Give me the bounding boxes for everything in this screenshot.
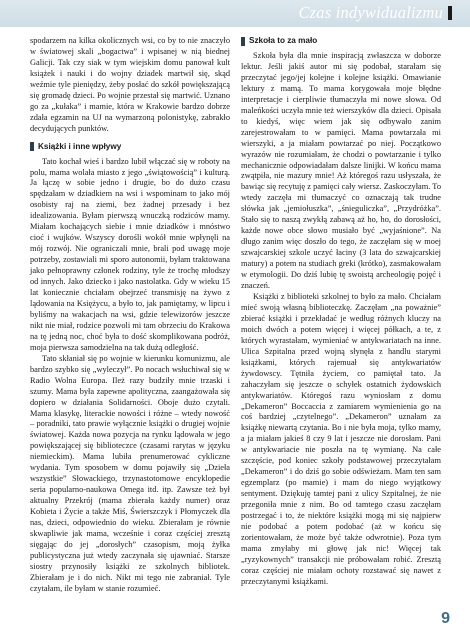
section-marker-icon xyxy=(241,37,245,46)
running-header xyxy=(298,3,452,23)
right-column xyxy=(241,36,441,588)
section-marker-icon xyxy=(30,142,34,151)
intro-paragraph: spodarzem na kilka okolicznych wsi, co by to nie znaczyło w światowej skali „bogactwa” i wpisanej w nią biednej Galicji. Tak czy siak w tym wiejskim domu panował kult książek i nauki i do wojny dziadek martwił się, skąd weźmie tyle pieniędzy, żeby posłać do szkół powiększającą się gromadę dzieci. Po wojnie przestał się martwić. Uznano go za „kułaka” i mamie, która w Krakowie bardzo dobrze zdała egzamin na UJ na wymarzoną polonistykę, zabrakło decydujących punktów. xyxy=(30,36,230,133)
page-number: 9 xyxy=(441,610,450,627)
section-heading-label: Książki i inne wpływy xyxy=(38,141,122,151)
body-paragraph: Książki z biblioteki szkolnej to było za mało. Chciałam mieć swoją własną biblioteczkę. Zaczęłam „na poważnie” zbierać książki i przekładać je według różnych kluczy na moich dwóch a potem więcej i więcej półkach, a te, z których wyrastałam, wymieniać w antykwariatach na inne. Ulica Szpitalna przed wojną słynęła z handlu starymi książkami, których rajemuał się antykwariatów żywdowscy. Tętniła życiem, co pamiętał tato. Ja zahaczyłam się jeszcze o schyłek ostatnich żydowskich antykwariatów. Któregoś razu wyniosłam z domu „Dekameron” Boccaccia z zamiarem wymienienia go na coś bardziej „czytelnego”. „Dekameron” uznałam za książkę niewartą czytania. Bo i nie była moja, tylko mamy, a ja miałam jakieś 8 czy 9 lat i jeszcze nie dorosłam. Pani w antykwariacie nie poszła na tę wymianę. Na całe szczęście, pod koniec szkoły podstawowej przeczytałam „Dekameron” i do dziś go sobie odświeżam. Mam ten sam egzemplarz (po mamie) i mam do niego wyjątkowy sentyment. Dziękuję tamtej pani z ulicy Szpitalnej, że nie przegoniła mnie z nim. Bo od tamtego czasu zaczęłam postrzegać i to, że niektóre książki mogą mi się najpierw nie podobać a potem podobać (aż w końcu się zorientowałam, że może być także odwrotnie). Poza tym mama zmyłaby mi głowę jak nic! Więcej tak „ryzykownych” transakcji nie próbowałam robić. Zresztą coraz częściej nie miałam ochoty rozstawać się nawet z przeczytanymi książkami. xyxy=(241,291,441,586)
header-marker-icon xyxy=(448,6,452,20)
body-paragraph: Tato kochał wieś i bardzo lubił włączać się w roboty na polu, mama wolała miasto z jego „świątowością” i kulturą. Ja łączę w sobie jedno i drugie, bo do dużo czasu spędzałam w dziadkiem na wsi i wspominam to jako mój osobisty raj na ziemi, bez żadnej przesady i bez idealizowania. Byłam pierwszą wnuczką rodziców mamy. Miałam kochających siebie i mnie dziadków i mnóstwo cioć i wujków. Wszyscy dorośli wokół mnie wpłynęli na mój rozwój. Nie ograniczali mnie, brali pod uwagę moje potrzeby, zostawiali mi sporo autonomii, byłam traktowana jako pełnoprawny członek rodziny, tyle że trochę młodszy od innych. Jako dziecko i jako nastolatka. Gdy w wieku 15 lat koniecznie chciałam obejrzeć transmisję na żywo z lądowania na Księżycu, a było to, jak pamiętamy, w lipcu i byliśmy na wakacjach na wsi, gdzie telewizorów jeszcze nikt nie miał, rodzice pozwoli mi tam obrzeciu do Krakowa na tę jedną noc, choć była to dość skomplikowana podróż, moja pierwsza samodzielna na tak dużą odległość. xyxy=(30,156,230,352)
section-heading-szkola xyxy=(241,36,441,46)
section-heading-label: Szkoła to za mało xyxy=(249,36,318,45)
body-paragraph: Tato skłaniał się po wojnie w kierunku komunizmu, ale bardzo szybko się „wyleczył”. Po nocach wsłuchiwał się w Radio Wolna Europa. Ileż razy budziły mnie trzaski i szumy. Mama była zapewne apolityczna, zaangażowała się dopiero w działania Solidarności. Oboje dużo czytali. Mama klasykę, literackie nowości i różne – wtedy nowość – poradniki, tato prawie wyłącznie książki o drugiej wojnie światowej. Każda nowa pozycja na rynku lądowała w jego powiększającej się biblioteczce (czasami rarytas w języku niemieckim). Mama lubiła prenumerować cykliczne wydania. Tym sposobem w domu pojawiły się „Dzieła wszystkie” Słowackiego, trzynastotomowe encyklopedie seria popularno-naukowa Omega itd. itp. Zawsze też był aktualny Przekrój (mama zbierała każdy numer) oraz Kobieta i Życie a także Miś, Świerszczyk i Płomyczek dla nas, dzieci, odpowiednio do wieku. Zbierałam je równie skwapliwie jak mama, wcześnie i coraz częściej zresztą sięgając do jej „dorosłych” czasopism, moją żyłka publicystyczna już wtedy zaczynała się ujawniać. Starsze siostry przynosiły książki ze szkolnych bibliotek. Zbierałam je i do nich. Nikt mi tego nie zabraniał. Tyle czytałam, ile byłam w stanie rozumieć. xyxy=(30,353,230,593)
body-paragraph: Szkoła była dla mnie inspiracją zwłaszcza w doborze lektur. Jeśli jakiś autor mi się podobał, starałam się przeczytać jego/jej kolejne i kolejne książki. Omawianie lektury z mamą. To mama korygowała moje błędne interpretacje i cierpliwie tłumaczyła mi nowe słowa. Od maleńkości uczyła mnie też wierszyków dla dzieci. Opisała to kiedyś, więc wiem jak się odbywało zanim zarejestrowałam to w pamięci. Mama powtarzała mi wierszyki, a ja miałam powtarzać po niej. Początkowo wyrazów nie rozumiałam, że chodzi o powtarzanie i tylko mechanicznie odpowiadałam dalsze linijki. W końcu mama zwątpiła, nie mazury mnie! Aż któregoś razu usłyszała, że bawiąc się recytuję z pamięci cały wiersz. Zaskoczyłam. To wtedy zaczęła mi tłumaczyć co oznaczają tak trudne słówka jak „jemiołuszka”, „śnieguliczka”, „Przydróżka”. Stało się to naszą zwykłą zabawą aż ho, ho, do dorosłości, każde nowe obce słowo musiało być „wyjaśnione”. Na długo zanim więc doszło do tego, że zaczęłam się w moej szwajcarskiej szkole uczyć łaciny (3 lata do szwajcarskiej matury) a potem na studiach greki (krótko), zasmakowałam w etymologii. Do dziś lubię tę swoistą archeologię pojęć i znaczeń. xyxy=(241,51,441,291)
left-column xyxy=(30,36,230,595)
section-heading-ksiazki xyxy=(30,142,230,152)
running-header-title: Czas indywidualizmu xyxy=(298,3,443,22)
